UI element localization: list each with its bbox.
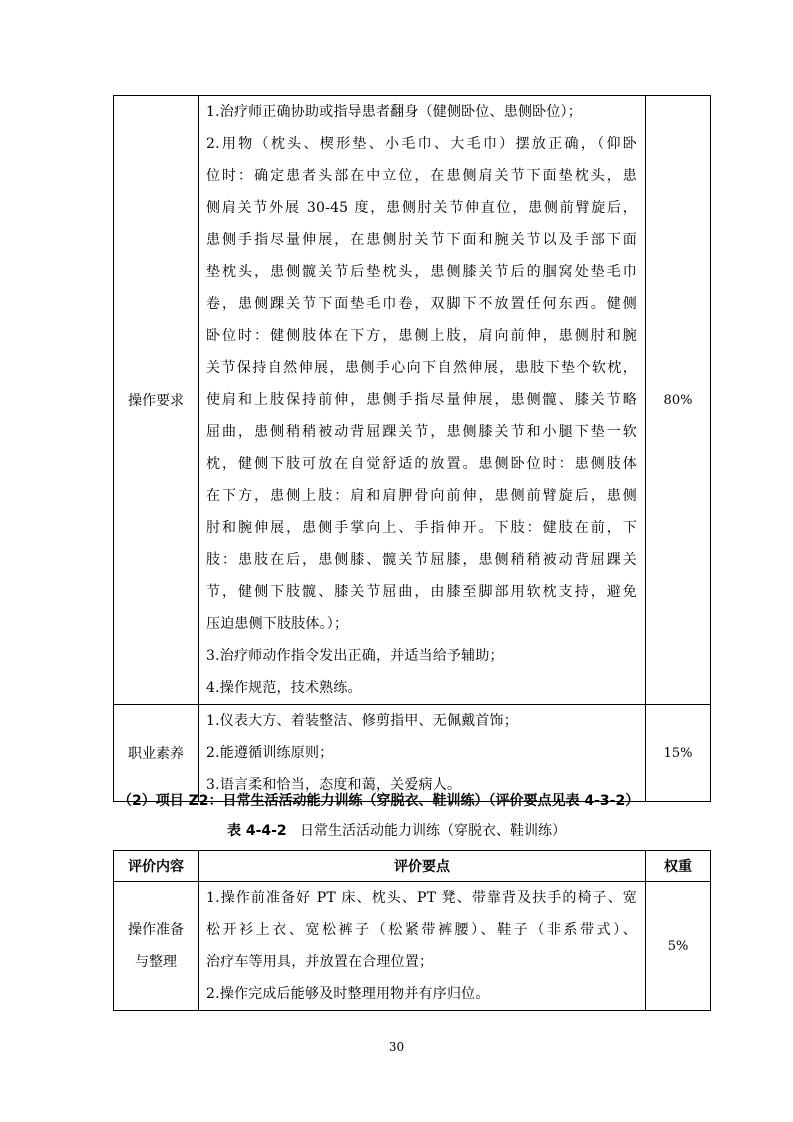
header-evaluation-content: 评价内容 xyxy=(114,851,199,882)
criteria-line: 在下方，患侧上肢：肩和肩胛骨向前伸，患侧前臂旋后，患侧 xyxy=(206,488,637,504)
table-row xyxy=(114,882,711,1011)
criteria-line: 节，健侧下肢髋、膝关节屈曲，由膝至脚部用软枕支持，避免 xyxy=(206,584,637,600)
criteria-line: 患侧手指尽量伸展，在患侧肘关节下面和腕关节以及手部下面 xyxy=(206,232,637,248)
criteria-line: 松开衫上衣、宽松裤子（松紧带裤腰）、鞋子（非系带式）、 xyxy=(206,922,637,938)
criteria-line: 侧肩关节外展 30-45 度，患侧肘关节伸直位，患侧前臂旋后， xyxy=(206,200,637,216)
criteria-line: 垫枕头，患侧髋关节后垫枕头，患侧膝关节后的腘窝处垫毛巾 xyxy=(206,264,637,280)
evaluation-table-continued xyxy=(113,95,711,802)
category-cell: 操作要求 xyxy=(114,96,199,705)
criteria-line: 2.操作完成后能够及时整理用物并有序归位。 xyxy=(206,986,490,1002)
criteria-line: 3.语言柔和恰当，态度和蔼，关爱病人。 xyxy=(206,777,462,793)
header-evaluation-points: 评价要点 xyxy=(199,851,646,882)
criteria-line: 卧位时：健侧肢体在下方，患侧上肢，肩向前伸，患侧肘和腕 xyxy=(206,328,637,344)
criteria-cell xyxy=(199,705,646,802)
criteria-line: 位时：确定患者头部在中立位，在患侧肩关节下面垫枕头，患 xyxy=(206,168,637,184)
category-cell: 职业素养 xyxy=(114,705,199,802)
weight-cell: 5% xyxy=(646,882,711,1011)
criteria-cell xyxy=(199,96,646,705)
evaluation-table xyxy=(113,850,711,1011)
table-caption xyxy=(0,820,793,840)
criteria-line: 屈曲，患侧稍稍被动背屈踝关节，患侧膝关节和小腿下垫一软 xyxy=(206,424,637,440)
page-number: 30 xyxy=(388,1040,405,1054)
criteria-line: 关节保持自然伸展，患侧手心向下自然伸展，患肢下垫个软枕， xyxy=(206,360,637,376)
category-line: 操作准备 xyxy=(128,922,184,938)
criteria-line: 肘和腕伸展，患侧手掌向上、手指伸开。下肢：健肢在前，下 xyxy=(206,520,637,536)
table-row xyxy=(114,705,711,802)
table-header-row xyxy=(114,851,711,882)
criteria-line: 1.仪表大方、着装整洁、修剪指甲、无佩戴首饰； xyxy=(206,713,518,729)
weight-cell: 15% xyxy=(646,705,711,802)
criteria-line: 肢：患肢在后，患侧膝、髋关节屈膝，患侧稍稍被动背屈踝关 xyxy=(206,552,637,568)
criteria-line: 3.治疗师动作指令发出正确，并适当给予辅助； xyxy=(206,648,504,664)
criteria-line: 1.操作前准备好 PT 床、枕头、PT 凳、带靠背及扶手的椅子、宽 xyxy=(206,890,637,906)
criteria-line: 1.治疗师正确协助或指导患者翻身（健侧卧位、患侧卧位）； xyxy=(206,104,582,120)
criteria-line: 2.能遵循训练原则； xyxy=(206,745,334,761)
table-row xyxy=(114,96,711,705)
section-heading: （2）项目 Z2：日常生活活动能力训练（穿脱衣、鞋训练）（评价要点见表 4-3-2） xyxy=(118,793,640,809)
criteria-line: 4.操作规范，技术熟练。 xyxy=(206,680,362,696)
criteria-line: 使肩和上肢保持前伸，患侧手指尽量伸展，患侧髋、膝关节略 xyxy=(206,392,637,408)
criteria-line: 治疗车等用具，并放置在合理位置； xyxy=(206,954,434,970)
category-line: 与整理 xyxy=(135,954,177,970)
criteria-cell xyxy=(199,882,646,1011)
criteria-line: 2.用物（枕头、楔形垫、小毛巾、大毛巾）摆放正确，（仰卧 xyxy=(206,136,637,152)
category-cell xyxy=(114,882,199,1011)
criteria-line: 枕，健侧下肢可放在自觉舒适的放置。患侧卧位时：患侧肢体 xyxy=(206,456,637,472)
header-weight: 权重 xyxy=(646,851,711,882)
criteria-line: 压迫患侧下肢肢体。）； xyxy=(206,616,349,632)
criteria-line: 卷，患侧踝关节下面垫毛巾卷，双脚下不放置任何东西。健侧 xyxy=(206,296,637,312)
weight-cell: 80% xyxy=(646,96,711,705)
table-caption-number: 表 4-4-2 xyxy=(226,823,287,839)
table-caption-title: 日常生活活动能力训练（穿脱衣、鞋训练） xyxy=(300,823,567,839)
